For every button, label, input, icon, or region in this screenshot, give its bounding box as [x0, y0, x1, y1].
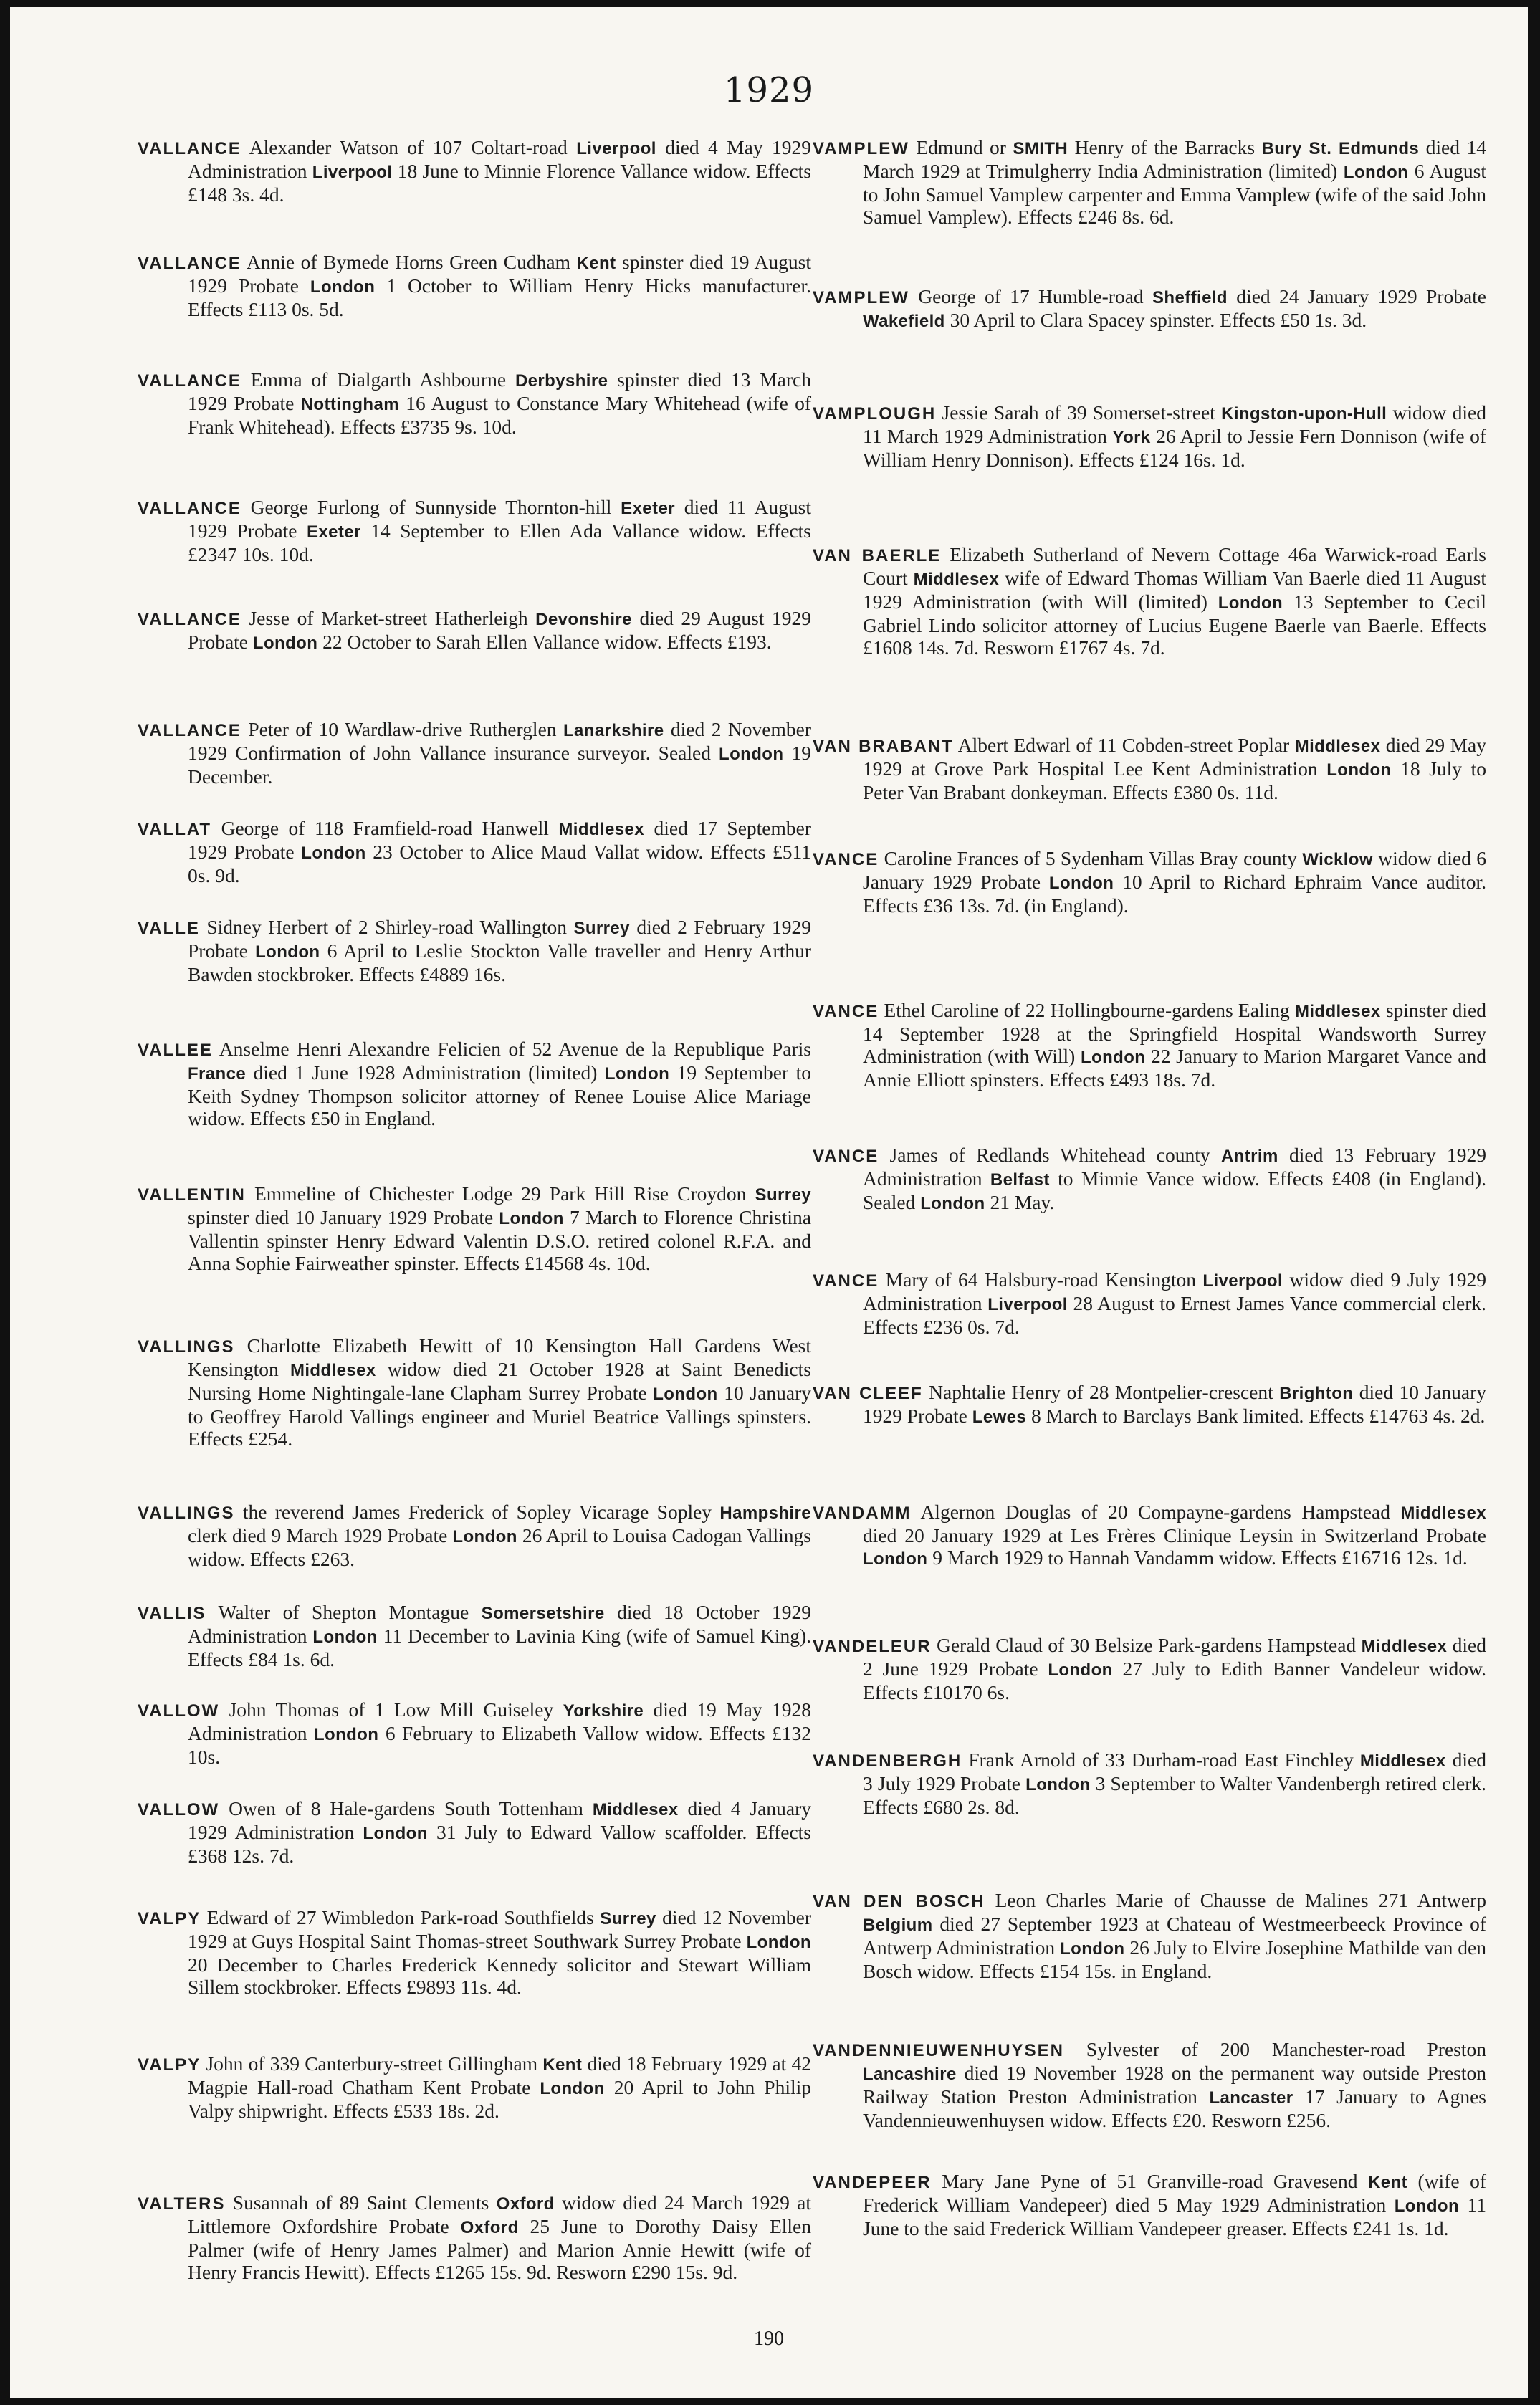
register-page — [10, 7, 1528, 2398]
entry-place-bold: Middlesex — [1361, 1637, 1448, 1656]
entry-text: spinster died 13 March 1929 Probate — [188, 368, 811, 414]
entry-text: 6 August to John Samuel Vamplew carpenter and Emma Vamplew (wife of the said John Samuel Vamplew). Effects £246 8s. 6d. — [863, 160, 1487, 228]
entry-place-bold: Antrim — [1220, 1147, 1278, 1166]
entry-place-bold: Belgium — [863, 1916, 933, 1935]
entry-text: Edmund or — [909, 136, 1013, 158]
entry-text: Walter of Shepton Montague — [206, 1601, 482, 1623]
entry-text: 17 January to Agnes Vandennieuwenhuysen widow. Effects £20. Resworn £256. — [863, 2085, 1486, 2131]
entry-place-bold: Middlesex — [1294, 737, 1381, 756]
entry-text: died 11 August 1929 Probate — [188, 496, 811, 542]
register-entry — [813, 136, 1486, 228]
entry-place-bold: London — [1394, 2196, 1460, 2216]
entry-place-bold: London — [312, 1627, 378, 1647]
entry-place-bold: Wicklow — [1302, 850, 1373, 869]
entry-text: died 20 January 1929 at Les Frères Clinique Leysin in Switzerland Probate — [863, 1524, 1486, 1546]
page-year-heading: 1929 — [723, 70, 815, 110]
entry-text: 22 October to Sarah Ellen Vallance widow. Effects £193. — [317, 631, 772, 653]
entry-surname: VANDELEUR — [813, 1637, 932, 1656]
entry-place-bold: Brighton — [1279, 1384, 1354, 1403]
entry-place-bold: Surrey — [755, 1185, 811, 1205]
entry-place-bold: Kent — [576, 254, 616, 273]
register-entry — [138, 817, 811, 886]
entry-place-bold: Yorkshire — [563, 1701, 644, 1721]
register-entry — [138, 718, 811, 788]
entry-text: died 2 June 1929 Probate — [863, 1634, 1486, 1680]
register-entry — [138, 1698, 811, 1768]
entry-surname: VALLANCE — [138, 371, 241, 391]
entry-text: 13 September to Cecil Gabriel Lindo solicitor attorney of Lucius Eugene Baerle van Baerle. Effects £1608 14s. 7d. Resworn £1767 4s. 7d. — [863, 591, 1486, 659]
entry-place-bold: Liverpool — [1202, 1271, 1283, 1291]
entry-text: died 13 February 1929 Administration — [863, 1144, 1486, 1190]
entry-text: Elizabeth Sutherland of Nevern Cottage 46a Warwick-road Earls Court — [863, 543, 1486, 589]
entry-place-bold: Middlesex — [558, 820, 645, 839]
entry-place-bold: London — [252, 633, 318, 653]
entry-text: 31 July to Edward Vallow scaffolder. Effects £368 12s. 7d. — [188, 1821, 811, 1867]
entry-surname: VALPY — [138, 1909, 201, 1928]
entry-text: Mary of 64 Halsbury-road Kensington — [879, 1268, 1203, 1291]
entry-place-bold: London — [920, 1194, 985, 1213]
entry-text: 19 December. — [188, 742, 811, 788]
register-entry — [813, 1268, 1486, 1338]
entry-text: 26 April to Jessie Fern Donnison (wife of William Henry Donnison). Effects £124 16s. 1d. — [863, 425, 1486, 471]
entry-place-bold: Lancashire — [863, 2065, 957, 2084]
entry-surname: VAMPLOUGH — [813, 404, 937, 424]
entry-place-bold: York — [1112, 428, 1151, 447]
entry-text: 6 February to Elizabeth Vallow widow. Effects £132 10s. — [188, 1722, 811, 1768]
register-entry — [138, 1797, 811, 1867]
entry-text: to Minnie Vance widow. Effects £408 (in England). Sealed — [863, 1167, 1486, 1213]
entry-text: 19 September to Keith Sydney Thompson solicitor attorney of Renee Louise Alice Mariage widow. Effects £50 in England. — [188, 1061, 811, 1129]
entry-place-bold: Middlesex — [290, 1361, 376, 1380]
entry-text: died 24 January 1929 Probate — [1227, 285, 1486, 307]
entry-place-bold: Exeter — [306, 522, 361, 542]
entry-surname: VANCE — [813, 850, 879, 869]
register-entry — [813, 401, 1486, 471]
register-entry — [138, 607, 811, 654]
entry-place-bold: Lancaster — [1209, 2088, 1293, 2108]
entry-text: Edward of 27 Wimbledon Park-road Southfields — [201, 1906, 601, 1928]
entry-text: George of 118 Framfield-road Hanwell — [211, 817, 559, 839]
entry-text: widow died 24 March 1929 at Littlemore Oxfordshire Probate — [188, 2191, 811, 2237]
entry-place-bold: Belfast — [990, 1170, 1050, 1190]
entry-surname: VAMPLEW — [813, 288, 909, 307]
entry-place-bold: Kent — [1368, 2173, 1408, 2192]
page-number: 190 — [754, 2328, 784, 2350]
entry-text: Algernon Douglas of 20 Compayne-gardens Hampstead — [911, 1501, 1401, 1523]
entry-text: Ethel Caroline of 22 Hollingbourne-gardens Ealing — [879, 999, 1295, 1021]
register-entry — [138, 1601, 811, 1670]
entry-text: Peter of 10 Wardlaw-drive Rutherglen — [241, 718, 563, 740]
entry-text: Naphtalie Henry of 28 Montpelier-crescent — [922, 1381, 1280, 1403]
entry-text: died 12 November 1929 at Guys Hospital Saint Thomas-street Southwark Surrey Probate — [188, 1906, 812, 1952]
entry-text: Emmeline of Chichester Lodge 29 Park Hill Rise Croydon — [245, 1182, 755, 1205]
register-entry — [813, 1381, 1486, 1428]
entry-place-bold: London — [719, 745, 784, 764]
entry-surname: VALLANCE — [138, 139, 241, 158]
entry-surname: VALPY — [138, 2055, 201, 2075]
entry-text: widow died 21 October 1928 at Saint Benedicts Nursing Home Nightingale-lane Clapham Surrey Probate — [188, 1358, 811, 1404]
entry-text: Jessie Sarah of 39 Somerset-street — [936, 401, 1222, 424]
entry-place-bold: Lewes — [972, 1407, 1027, 1427]
entry-text: 30 April to Clara Spacey spinster. Effects £50 1s. 3d. — [944, 309, 1367, 331]
entry-place-bold: London — [1218, 593, 1283, 613]
entry-place-bold: London — [1343, 163, 1409, 182]
entry-text: 27 July to Edith Banner Vandeleur widow. Effects £10170 6s. — [863, 1658, 1487, 1703]
entry-text: 23 October to Alice Maud Vallat widow. Effects £511 0s. 9d. — [188, 841, 811, 886]
entry-text: George of 17 Humble-road — [909, 285, 1153, 307]
entry-text: the reverend James Frederick of Sopley Vicarage Sopley — [234, 1501, 720, 1523]
entry-surname: VAN CLEEF — [813, 1384, 923, 1403]
register-entry — [813, 1501, 1486, 1570]
entry-place-bold: London — [653, 1385, 718, 1404]
entry-place-bold: Lanarkshire — [563, 721, 664, 740]
entry-text: (wife of Frederick William Vandepeer) died 5 May 1929 Administration — [863, 2170, 1486, 2216]
entry-text: 11 December to Lavinia King (wife of Samuel King). Effects £84 1s. 6d. — [188, 1625, 811, 1670]
register-entry — [813, 1144, 1486, 1215]
entry-text: died 10 January 1929 Probate — [863, 1381, 1486, 1427]
entry-surname: VANCE — [813, 1002, 879, 1021]
register-entry — [138, 1334, 811, 1450]
entry-text: 18 June to Minnie Florence Vallance widow. Effects £148 3s. 4d. — [188, 160, 811, 206]
entry-surname: VANDEPEER — [813, 2173, 932, 2192]
entry-text: widow died 11 March 1929 Administration — [863, 401, 1486, 447]
entry-place-bold: London — [310, 277, 376, 297]
entry-place-bold: Wakefield — [863, 312, 945, 331]
entry-text: 8 March to Barclays Bank limited. Effects £14763 4s. 2d. — [1026, 1405, 1486, 1427]
register-entry — [138, 1182, 811, 1274]
register-entry — [813, 285, 1486, 333]
entry-text: 1 October to William Henry Hicks manufacturer. Effects £113 0s. 5d. — [188, 274, 811, 320]
entry-place-bold: London — [1048, 1660, 1113, 1680]
entry-text: died 18 October 1929 Administration — [188, 1601, 811, 1647]
entry-place-bold: Somersetshire — [481, 1604, 605, 1623]
entry-place-bold: Oxford — [496, 2194, 555, 2214]
entry-surname: VALTERS — [138, 2194, 226, 2214]
entry-surname: VANCE — [813, 1271, 879, 1291]
entry-surname: VALLINGS — [138, 1503, 235, 1523]
entry-text: widow died 6 January 1929 Probate — [863, 847, 1486, 893]
register-entry — [813, 2170, 1486, 2239]
entry-place-bold: Kent — [542, 2055, 583, 2075]
entry-text: Leon Charles Marie of Chausse de Malines 271 Antwerp — [985, 1889, 1486, 1911]
entry-place-bold: London — [499, 1209, 564, 1228]
entry-place-bold: London — [255, 942, 320, 962]
entry-place-bold: Liverpool — [576, 139, 656, 158]
entry-text: died 29 May 1929 at Grove Park Hospital Lee Kent Administration — [863, 734, 1486, 780]
entry-text: 20 December to Charles Frederick Kennedy solicitor and Stewart William Sillem stockbroker. Effects £9893 11s. 4d. — [188, 1954, 811, 1998]
register-entry — [138, 251, 811, 320]
entry-text: spinster died 19 August 1929 Probate — [188, 251, 811, 297]
entry-text: Susannah of 89 Saint Clements — [225, 2191, 497, 2214]
entry-place-bold: London — [1060, 1939, 1125, 1959]
entry-text: 16 August to Constance Mary Whitehead (wife of Frank Whitehead). Effects £3735 9s. 10d. — [188, 392, 811, 438]
entry-place-bold: Liverpool — [312, 163, 393, 182]
entry-text: died 27 September 1923 at Chateau of Westmeerbeeck Province of Antwerp Administration — [863, 1913, 1486, 1959]
entry-text: 22 January to Marion Margaret Vance and Annie Elliott spinsters. Effects £493 18s. 7d. — [863, 1045, 1486, 1091]
entry-surname: VALLANCE — [138, 721, 241, 740]
entry-text: 7 March to Florence Christina Vallentin spinster Henry Edward Valentin D.S.O. retired colonel R.F.A. and Anna Sophie Fairweather spinster. Effects £14568 4s. 10d. — [188, 1206, 811, 1274]
register-entry — [813, 847, 1486, 917]
entry-surname: VALLANCE — [138, 499, 241, 518]
entry-text: John of 339 Canterbury-street Gillingham — [201, 2052, 543, 2075]
register-entry — [813, 2038, 1486, 2131]
entry-text: Henry of the Barracks — [1068, 136, 1262, 158]
entry-text: spinster died 14 September 1928 at the Springfield Hospital Wandsworth Surrey Administration (with Will) — [863, 999, 1486, 1067]
entry-text: Annie of Bymede Horns Green Cudham — [241, 251, 577, 273]
register-entry — [138, 136, 811, 206]
entry-text: 25 June to Dorothy Daisy Ellen Palmer (wife of Henry James Palmer) and Marion Annie Hewitt (wife of Henry Francis Hewitt). Effects £1265 15s. 9d. Resworn £290 15s. 9d. — [188, 2215, 811, 2283]
entry-place-bold: London — [301, 843, 366, 863]
entry-text: James of Redlands Whitehead county — [879, 1144, 1221, 1166]
entry-place-bold: Bury St. Edmunds — [1261, 139, 1420, 158]
entry-place-bold: London — [1025, 1775, 1091, 1794]
entry-surname: VAN DEN BOSCH — [813, 1892, 985, 1911]
entry-place-bold: Devonshire — [535, 610, 632, 629]
entry-text: 6 April to Leslie Stockton Valle traveller and Henry Arthur Bawden stockbroker. Effects £4889 16s. — [188, 939, 811, 985]
entry-text: Anselme Henri Alexandre Felicien of 52 Avenue de la Republique Paris — [212, 1038, 811, 1060]
register-entry — [813, 999, 1486, 1091]
entry-surname: VALLENTIN — [138, 1185, 246, 1205]
entry-text: died 17 September 1929 Probate — [188, 817, 811, 863]
entry-place-bold: London — [746, 1933, 811, 1952]
entry-text: 14 September to Ellen Ada Vallance widow. Effects £2347 10s. 10d. — [188, 520, 811, 565]
entry-text: died 4 January 1929 Administration — [188, 1797, 811, 1843]
register-entry — [138, 496, 811, 565]
entry-place-bold: London — [863, 1549, 928, 1569]
register-entry — [813, 1634, 1486, 1703]
register-entry — [138, 1038, 811, 1129]
entry-surname: VALLANCE — [138, 610, 241, 629]
entry-place-bold: Hampshire — [719, 1503, 811, 1523]
register-entry — [138, 1501, 811, 1570]
entry-place-bold: London — [540, 2079, 605, 2098]
entry-text: died 18 February 1929 at 42 Magpie Hall-road Chatham Kent Probate — [188, 2052, 811, 2098]
entry-text: 3 September to Walter Vandenbergh retired clerk. Effects £680 2s. 8d. — [863, 1772, 1486, 1818]
entry-place-bold: Oxford — [460, 2218, 519, 2237]
entry-text: 26 April to Louisa Cadogan Vallings widow. Effects £263. — [188, 1524, 811, 1570]
entry-text: died 2 November 1929 Confirmation of John Vallance insurance surveyor. Sealed — [188, 718, 811, 764]
register-entry — [813, 543, 1486, 659]
entry-text: died 3 July 1929 Probate — [863, 1749, 1486, 1794]
entry-text: clerk died 9 March 1929 Probate — [188, 1524, 453, 1546]
entry-text: Owen of 8 Hale-gardens South Tottenham — [219, 1797, 593, 1820]
entry-place-bold: Exeter — [621, 499, 675, 518]
entry-place-bold: London — [1048, 874, 1114, 893]
entry-surname: VALLOW — [138, 1800, 220, 1820]
entry-text: died 19 May 1928 Administration — [188, 1698, 811, 1744]
entry-text: 18 July to Peter Van Brabant donkeyman. Effects £380 0s. 11d. — [863, 757, 1486, 803]
entry-text: George Furlong of Sunnyside Thornton-hill — [241, 496, 621, 518]
entry-text: spinster died 10 January 1929 Probate — [188, 1206, 499, 1228]
entry-text: 28 August to Ernest James Vance commercial clerk. Effects £236 0s. 7d. — [863, 1292, 1486, 1338]
entry-place-bold: Middlesex — [1359, 1751, 1446, 1771]
entry-place-bold: London — [313, 1725, 379, 1744]
entry-surname: VANDENNIEUWENHUYSEN — [813, 2041, 1064, 2060]
entry-text: Jesse of Market-street Hatherleigh — [241, 607, 536, 629]
entry-text: Emma of Dialgarth Ashbourne — [241, 368, 515, 391]
entry-surname: VAMPLEW — [813, 139, 909, 158]
entry-place-bold: London — [363, 1824, 428, 1843]
entry-surname: VALLANCE — [138, 254, 241, 273]
entry-text: died 14 March 1929 at Trimulgherry India Administration (limited) — [863, 136, 1486, 182]
entry-place-bold: London — [1326, 760, 1392, 780]
entry-surname: VAN BAERLE — [813, 546, 942, 565]
entry-surname: VALLINGS — [138, 1337, 235, 1357]
entry-surname: VANCE — [813, 1147, 879, 1166]
entry-text: wife of Edward Thomas William Van Baerle died 11 August 1929 Administration (with Will (limited) — [863, 567, 1487, 613]
entry-place-bold: Middlesex — [1400, 1503, 1486, 1523]
entry-place-bold: London — [452, 1527, 517, 1546]
entry-surname: VALLOW — [138, 1701, 220, 1721]
entry-surname: VALLIS — [138, 1604, 206, 1623]
entry-text: Caroline Frances of 5 Sydenham Villas Bray county — [879, 847, 1303, 869]
register-entry — [813, 1749, 1486, 1818]
entry-surname: VANDENBERGH — [813, 1751, 962, 1771]
entry-text: Alexander Watson of 107 Coltart-road — [241, 136, 577, 158]
register-entry — [138, 2052, 811, 2122]
entry-text: John Thomas of 1 Low Mill Guiseley — [219, 1698, 563, 1721]
entry-text: 11 June to the said Frederick William Vandepeer greaser. Effects £241 1s. 1d. — [863, 2194, 1486, 2239]
entry-text: died 2 February 1929 Probate — [188, 916, 811, 962]
entry-text: 10 April to Richard Ephraim Vance auditor. Effects £36 13s. 7d. (in England). — [863, 871, 1486, 917]
entry-surname: VANDAMM — [813, 1503, 912, 1523]
entry-text: Frank Arnold of 33 Durham-road East Finchley — [962, 1749, 1360, 1771]
entry-place-bold: Liverpool — [987, 1295, 1068, 1314]
entry-text: 20 April to John Philip Valpy shipwright. Effects £533 18s. 2d. — [188, 2076, 811, 2122]
register-entry — [813, 734, 1486, 803]
register-entry — [138, 1906, 811, 1998]
entry-text: Albert Edwarl of 11 Cobden-street Poplar — [953, 734, 1295, 756]
entry-place-bold: Middlesex — [913, 570, 1000, 589]
register-entry — [813, 1889, 1486, 1982]
entry-text: Sidney Herbert of 2 Shirley-road Wallington — [199, 916, 574, 938]
entry-place-bold: Kingston-upon-Hull — [1221, 404, 1387, 424]
entry-place-bold: France — [188, 1064, 247, 1084]
register-entry — [138, 2191, 811, 2283]
entry-text: Charlotte Elizabeth Hewitt of 10 Kensington Hall Gardens West Kensington — [188, 1334, 811, 1380]
register-entry — [138, 916, 811, 985]
entry-text: widow died 9 July 1929 Administration — [863, 1268, 1486, 1314]
entry-text: 10 January to Geoffrey Harold Vallings engineer and Muriel Beatrice Vallings spinsters. Effects £254. — [188, 1382, 811, 1450]
entry-text: 9 March 1929 to Hannah Vandamm widow. Effects £16716 12s. 1d. — [927, 1546, 1468, 1569]
entry-place-bold: Middlesex — [1294, 1002, 1381, 1021]
entry-place-bold: London — [1080, 1048, 1146, 1067]
entry-place-bold: Middlesex — [592, 1800, 679, 1820]
entry-place-bold: Derbyshire — [515, 371, 608, 391]
entry-text: Sylvester of 200 Manchester-road Preston — [1063, 2038, 1486, 2060]
entry-surname: VALLAT — [138, 820, 212, 839]
entry-text: Gerald Claud of 30 Belsize Park-gardens Hampstead — [931, 1634, 1362, 1656]
entry-text: 26 July to Elvire Josephine Mathilde van den Bosch widow. Effects £154 15s. in England. — [863, 1936, 1486, 1982]
entry-text: died 29 August 1929 Probate — [188, 607, 812, 653]
entry-place-bold: Sheffield — [1152, 288, 1228, 307]
entry-place-bold: SMITH — [1013, 139, 1068, 158]
entry-text: died 1 June 1928 Administration (limited) — [246, 1061, 605, 1084]
entry-text: 21 May. — [985, 1191, 1055, 1213]
entry-place-bold: London — [604, 1064, 670, 1084]
entry-text: died 4 May 1929 Administration — [188, 136, 811, 182]
entry-place-bold: Surrey — [600, 1909, 656, 1928]
entry-place-bold: Nottingham — [300, 395, 399, 414]
entry-surname: VALLE — [138, 919, 200, 938]
entry-place-bold: Surrey — [573, 919, 630, 938]
entry-surname: VALLEE — [138, 1041, 213, 1060]
entry-text: Mary Jane Pyne of 51 Granville-road Gravesend — [931, 2170, 1369, 2192]
register-entry — [138, 368, 811, 438]
entry-surname: VAN BRABANT — [813, 737, 954, 756]
entry-text: died 19 November 1928 on the permanent way outside Preston Railway Station Preston Administration — [863, 2062, 1486, 2108]
